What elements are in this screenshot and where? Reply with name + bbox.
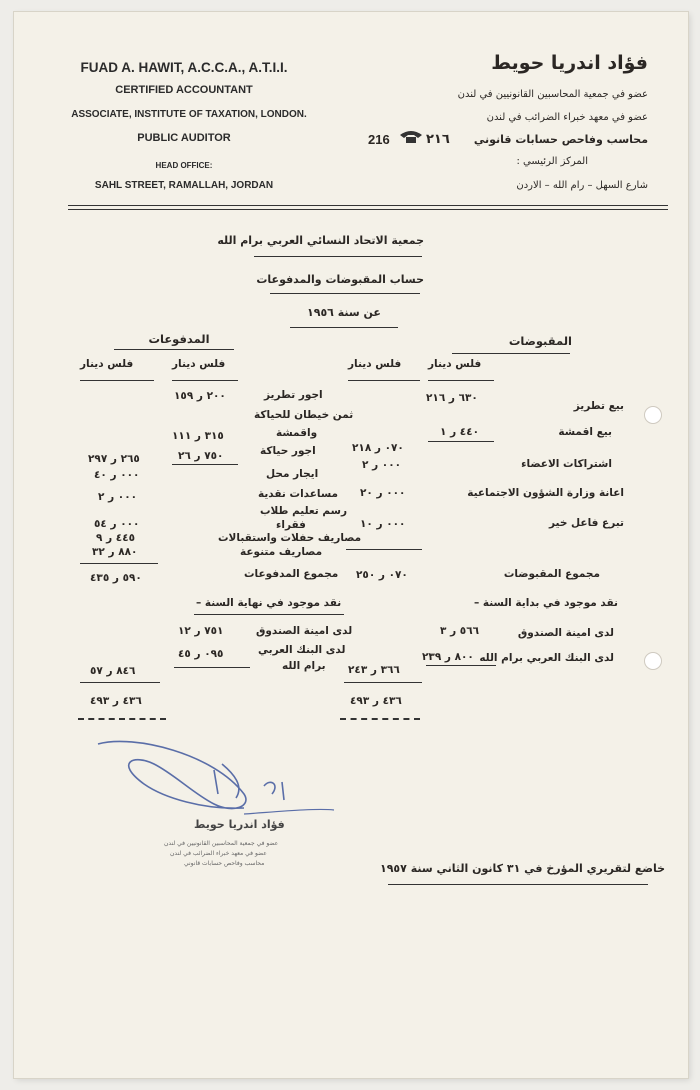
organization-name: جمعية الاتحاد النسائي العربي برام الله [217, 234, 424, 247]
receipts-fund-label: لدى امينة الصندوق [517, 627, 614, 639]
col-fils-label: فلس [199, 358, 226, 370]
stamp-name: فؤاد اندريا حويط [194, 818, 285, 831]
stamp-line3: محاسب وفاحص حسابات قانوني [184, 860, 265, 867]
receipts-sub-rule [428, 441, 494, 442]
stamp-line1: عضو في جمعية المحاسبين القانونيين في لندن [164, 840, 279, 847]
letterhead-en-association: ASSOCIATE, INSTITUTE OF TAXATION, LONDON. [71, 109, 307, 120]
payments-total-rule [80, 563, 158, 564]
payment-total-wages-materials: ٢٦٥ ر ٢٩٧ [88, 453, 140, 465]
receipt-label-donation: تبرع فاعل خير [549, 517, 624, 529]
receipts-double-underline [340, 718, 420, 720]
payment-total-cash-aid: ٠٠٠ ر ٢ [98, 491, 138, 503]
receipts-cash-total: ٣٦٦ ر ٢٤٣ [348, 664, 400, 676]
payments-bank-value: ٠٩٥ ر ٤٥ [178, 648, 224, 660]
receipts-sum-label: مجموع المقبوضات [503, 568, 600, 580]
payment-label-receptions: مصاريف حفلات واستقبالات [218, 532, 362, 544]
phone-number-arabic: ٢١٦ [426, 132, 450, 147]
payments-cash-end-underline [194, 614, 344, 615]
receipt-total-donation: ٠٠٠ ر ١٠ [360, 518, 406, 530]
payments-heading-underline [114, 349, 234, 350]
payment-sub-sewing-wages: ٧٥٠ ر ٢٦ [178, 450, 224, 462]
payment-label-cash-aid: مساعدات نقدية [258, 488, 339, 500]
receipts-grand-rule [344, 682, 422, 683]
receipt-label-ministry-grant: اعانة وزارة الشؤون الاجتماعية [467, 487, 624, 499]
receipts-bank-label: لدى البنك العربي برام الله [479, 652, 614, 664]
col-fils-label: فلس [375, 358, 402, 370]
receipt-label-member-subscriptions: اشتراكات الاعضاء [521, 458, 612, 470]
receipts-cash-sub-rule [426, 665, 496, 666]
payment-label-student-fees: رسم تعليم طلاب [260, 505, 348, 517]
payment-total-shop-rent: ٠٠٠ ر ٤٠ [94, 469, 140, 481]
payments-fund-label: لدى امينة الصندوق [256, 625, 353, 637]
receipts-total-col-rule [348, 380, 420, 381]
col-dinar-label: دينار [428, 358, 452, 370]
payments-cash-end-label: نقد موجود في نهاية السنة – [196, 597, 342, 609]
payments-fund-value: ٧٥١ ر ١٢ [178, 625, 224, 637]
payment-label-shop-rent: ايجار محل [266, 468, 319, 480]
payments-sub-col-header [172, 358, 225, 370]
col-fils-label: فلس [107, 358, 134, 370]
receipts-heading-underline [452, 353, 570, 354]
col-fils-label: فلس [455, 358, 482, 370]
document-title: حساب المقبوضات والمدفوعات [256, 273, 424, 286]
letterhead-ar-address: شارع السهل – رام الله – الاردن [516, 180, 648, 191]
receipts-grand-total: ٤٣٦ ر ٤٩٣ [350, 695, 402, 707]
receipt-label-embroidery-sales: بيع تطريز [573, 400, 624, 412]
payment-label-sewing-thread: ثمن خيطان للحياكة [254, 409, 354, 421]
audit-note: خاضع لتقريري المؤرخ في ٣١ كانون الثاني سنة ١٩٥٧ [380, 862, 666, 875]
org-underline [254, 256, 422, 257]
punch-hole-bottom [644, 652, 662, 670]
col-dinar-label: دينار [80, 358, 104, 370]
payments-sum-value: ٥٩٠ ر ٤٣٥ [90, 572, 142, 584]
telephone-icon [398, 129, 424, 149]
payments-sub-col-rule [172, 380, 238, 381]
payments-cash-sub-rule [174, 667, 250, 668]
receipt-total-ministry-grant: ٠٠٠ ر ٢٠ [360, 487, 406, 499]
letterhead-ar-line2: عضو في معهد خبراء الضرائب في لندن [486, 112, 648, 123]
receipts-sub-col-header [428, 358, 481, 370]
letterhead-en-address: SAHL STREET, RAMALLAH, JORDAN [94, 180, 274, 191]
paper-sheet [14, 12, 688, 1078]
letterhead-en-office-label: HEAD OFFICE: [155, 161, 213, 170]
letterhead-ar-line1: عضو في جمعية المحاسبين القانونيين في لندن [457, 89, 648, 100]
letterhead-ar-office-label: المركز الرئيسي : [516, 156, 588, 167]
col-dinar-label: دينار [348, 358, 372, 370]
payments-total-col-header [80, 358, 133, 370]
payments-bank-label-city: برام الله [282, 660, 326, 672]
letterhead-en-title: CERTIFIED ACCOUNTANT [115, 84, 253, 96]
phone-number: 216 [368, 132, 390, 147]
receipts-cash-begin-label: نقد موجود في بداية السنة – [473, 597, 618, 609]
receipts-sub-col-rule [428, 380, 494, 381]
payments-heading: المدفوعات [148, 332, 210, 346]
document-period: عن سنة ١٩٥٦ [307, 306, 381, 319]
payments-bank-label: لدى البنك العربي [258, 644, 346, 656]
receipts-fund-value: ٥٦٦ ر ٣ [440, 625, 480, 637]
payments-double-underline [78, 718, 166, 720]
payments-sum-label: مجموع المدفوعات [244, 568, 339, 580]
payment-label-misc: مصاريف متنوعة [240, 546, 323, 558]
receipts-total-rule [346, 549, 422, 550]
col-dinar-label: دينار [172, 358, 196, 370]
payments-sub-rule [172, 464, 238, 465]
payment-sub-fabrics: ٣١٥ ر ١١١ [172, 430, 224, 442]
receipt-total-member-subscriptions: ٠٠٠ ر ٢ [362, 459, 402, 471]
letterhead-ar-name: فؤاد اندريا حويط [491, 52, 648, 74]
receipts-sum-value: ٠٧٠ ر ٢٥٠ [356, 569, 408, 581]
stamp-line2: عضو في معهد خبراء الضرائب في لندن [170, 850, 267, 857]
receipt-sub-embroidery-sales: ٦٣٠ ر ٢١٦ [426, 392, 478, 404]
payments-grand-rule [80, 682, 160, 683]
payments-total-col-rule [80, 380, 154, 381]
payments-cash-total: ٨٤٦ ر ٥٧ [90, 665, 136, 677]
payment-label-poor: فقراء [276, 519, 306, 531]
letterhead-divider [68, 205, 668, 210]
receipts-total-col-header [348, 358, 401, 370]
payment-label-embroidery-wages: اجور تطريز [264, 389, 323, 401]
receipt-label-fabric-sales: بيع اقمشة [558, 426, 612, 438]
letterhead-en-name: FUAD A. HAWIT, A.C.C.A., A.T.I.I. [80, 60, 288, 75]
receipts-bank-value: ٨٠٠ ر ٢٣٩ [422, 651, 474, 663]
receipts-heading: المقبوضات [508, 334, 572, 348]
payments-grand-total: ٤٣٦ ر ٤٩٣ [90, 695, 142, 707]
payment-label-fabrics: واقمشة [276, 427, 318, 439]
title-underline [270, 293, 420, 294]
payment-sub-embroidery-wages: ٢٠٠ ر ١٥٩ [174, 390, 226, 402]
letterhead-ar-line3: محاسب وفاحص حسابات قانوني [473, 133, 648, 146]
period-underline [290, 327, 398, 328]
payment-total-poor-students: ٠٠٠ ر ٥٤ [94, 518, 140, 530]
payment-total-misc: ٨٨٠ ر ٣٢ [92, 546, 138, 558]
payment-total-receptions: ٤٤٥ ر ٩ [96, 532, 136, 544]
letterhead-en-role: PUBLIC AUDITOR [137, 132, 231, 144]
audit-note-underline [388, 884, 648, 885]
punch-hole-top [644, 406, 662, 424]
receipt-sub-fabric-sales: ٤٤٠ ر ١ [440, 426, 480, 438]
receipt-total-sales: ٠٧٠ ر ٢١٨ [352, 442, 404, 454]
payment-label-sewing-wages: اجور حياكة [260, 445, 316, 457]
